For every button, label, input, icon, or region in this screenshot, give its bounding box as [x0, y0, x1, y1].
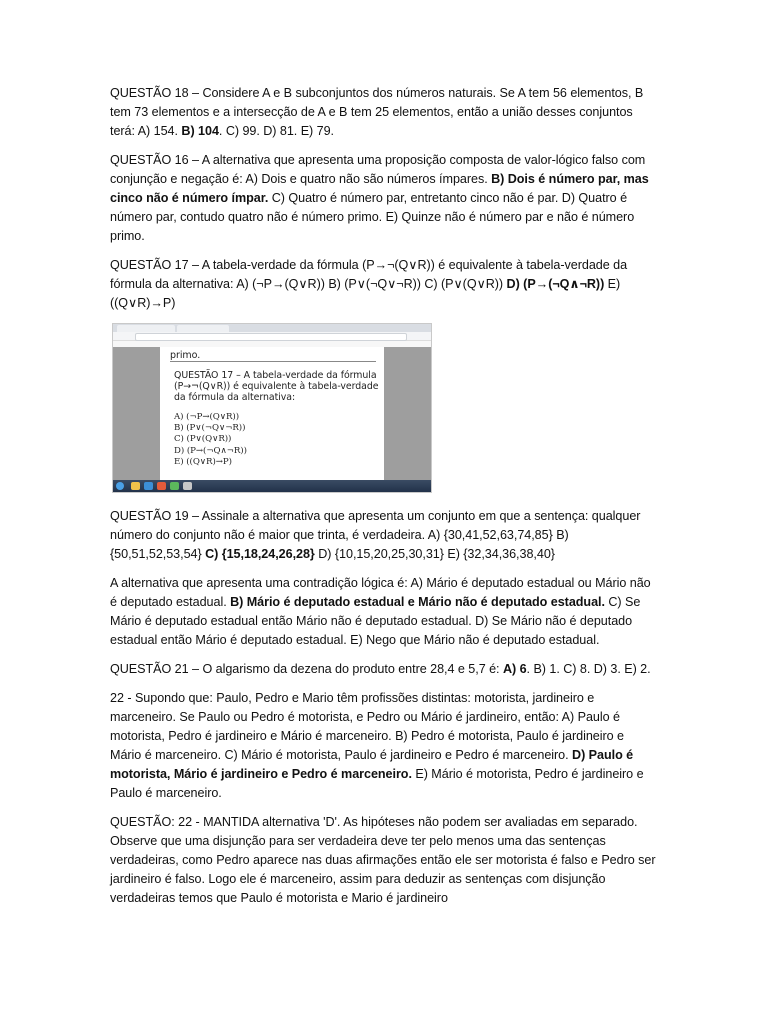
app-icon [157, 482, 166, 490]
pdf-option: E) ((Q∨R)→P) [174, 456, 232, 467]
question-22-rest: E) Mário é motorista, Pedro é jardineiro e Paulo é marceneiro. [110, 767, 644, 800]
question-17-answer: D) (P→(¬Q∧¬R)) [506, 277, 605, 291]
question-21 [110, 660, 658, 679]
question-22-answer: D) Paulo é motorista, Mário é jardineiro e Pedro é marceneiro. [110, 748, 634, 781]
question-18 [110, 84, 658, 141]
pdf-option: B) (P∨(¬Q∨¬R)) [174, 423, 246, 434]
question-16-text: QUESTÃO 16 – A alternativa que apresenta uma proposição composta de valor-lógico falso com conjunção e negação é: A) Dois e quatro não são números ímpares. [110, 153, 646, 186]
app-icon [170, 482, 179, 490]
question-contradiction-text: A alternativa que apresenta uma contradição lógica é: A) Mário é deputado estadual ou Mário não é deputado estadual. [110, 576, 651, 609]
question-22-explanation [110, 813, 658, 908]
question-19-text: QUESTÃO 19 – Assinale a alternativa que apresenta um conjunto em que a sentença: qualquer número do conjunto não é maior que trinta, é verdadeira. A) {30,41,52,63,74,85} B) {50,51,52,53,54} [110, 509, 641, 561]
pdf-question-text: QUESTÃO 17 – A tabela-verdade da fórmula (P→¬(Q∨R)) é equivalente à tabela-verdade da fórmula da alternativa: [174, 370, 379, 403]
question-18-rest: . C) 99. D) 81. E) 79. [218, 124, 335, 138]
question-19-answer: C) {15,18,24,26,28} [205, 547, 315, 561]
question-17 [110, 256, 658, 313]
question-contradiction-answer: B) Mário é deputado estadual e Mário não é deputado estadual. [230, 595, 605, 609]
question-21-rest: . B) 1. C) 8. D) 3. E) 2. [526, 662, 651, 676]
question-16-answer: B) Dois é número par, mas cinco não é número ímpar. [110, 172, 649, 205]
question-17-rest: E) ((Q∨R)→P) [110, 277, 621, 310]
browser-tab [117, 325, 175, 332]
document-content [110, 84, 658, 918]
pdf-option: A) (¬P→(Q∨R)) [174, 412, 240, 422]
browser-tab [177, 325, 229, 332]
app-icon [183, 482, 192, 490]
pdf-divider [170, 361, 376, 362]
browser-icon [144, 482, 153, 490]
question-16 [110, 151, 658, 246]
embedded-screenshot [112, 323, 432, 493]
pdf-page [160, 347, 384, 480]
browser-url-field [135, 333, 407, 341]
pdf-option: D) (P→(¬Q∧¬R)) [174, 445, 247, 456]
question-21-text: QUESTÃO 21 – O algarismo da dezena do produto entre 28,4 e 5,7 é: [110, 662, 503, 676]
question-18-text: QUESTÃO 18 – Considere A e B subconjuntos dos números naturais. Se A tem 56 elementos, B tem 73 elementos e a intersecção de A e B tem 25 elementos, então a união desses conjuntos terá: A) 154. [110, 86, 644, 138]
question-19-rest: D) {10,15,20,25,30,31} E) {32,34,36,38,40} [314, 547, 555, 561]
pdf-previous-text: primo. [170, 350, 201, 361]
folder-icon [131, 482, 140, 490]
question-22-text: 22 - Supondo que: Paulo, Pedro e Mario têm profissões distintas: motorista, jardineiro e marceneiro. Se Paulo ou Pedro é motorista, e Pedro ou Mário é jardineiro, então: A) Paulo é motorista, Pedro é jardineiro e Mário é marceneiro. B) Pedro é motorista, Paulo é jardineiro e Mário é marceneiro. C) Mário é motorista, Paulo é jardineiro e Pedro é marceneiro. [110, 691, 624, 762]
start-button-icon [116, 482, 124, 490]
question-18-answer: B) 104 [181, 124, 219, 138]
question-21-answer: A) 6 [502, 662, 527, 676]
question-17-text: QUESTÃO 17 – A tabela-verdade da fórmula (P→¬(Q∨R)) é equivalente à tabela-verdade da fórmula da alternativa: A) (¬P→(Q∨R)) B) (P∨(¬Q∨¬R)) C) (P∨(Q∨R)) [110, 258, 628, 291]
question-contradiction [110, 574, 658, 650]
pdf-options [174, 412, 247, 468]
question-contradiction-rest: C) Se Mário é deputado estadual então Mário não é deputado estadual. D) Se Mário não é deputado estadual então Mário é deputado estadual. E) Nego que Mário não é deputado estadual. [110, 595, 641, 647]
pdf-option: C) (P∨(Q∨R)) [174, 434, 232, 445]
question-16-rest: C) Quatro é número par, entretanto cinco não é par. D) Quatro é número par, contudo quatro não é número primo. E) Quinze não é número par e não é número primo. [110, 191, 635, 243]
question-19 [110, 507, 658, 564]
question-22 [110, 689, 658, 803]
question-22-explanation-text: QUESTÃO: 22 - MANTIDA alternativa 'D'. As hipóteses não podem ser avaliadas em separado. Observe que uma disjunção para ser verdadeira deve ter pelo menos uma das sentenças verdadeiras, como Pedro aparece nas duas afirmações então ele ser motorista é falso e Pedro ser jardineiro é falso. Logo ele é marceneiro, assim para deduzir as sentenças com disjunção verdadeiras temos que Paulo é motorista e Mario é jardineiro [110, 815, 656, 905]
